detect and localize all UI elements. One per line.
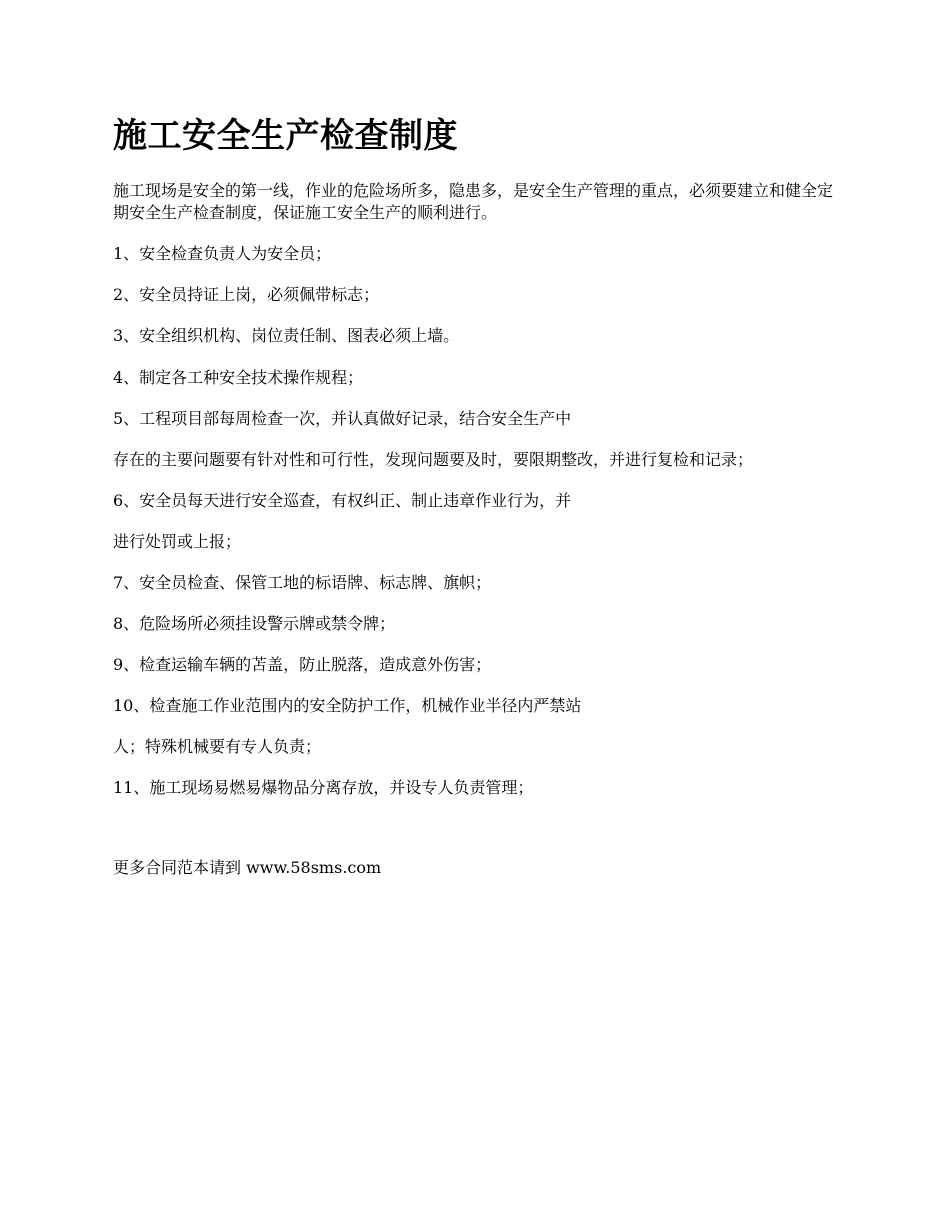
rule-line-2: 2、安全员持证上岗，必须佩带标志； xyxy=(113,285,380,304)
rule-line-3: 3、安全组织机构、岗位责任制、图表必须上墙。 xyxy=(113,326,460,345)
footer-note: 更多合同范本请到 www.58sms.com xyxy=(113,858,382,877)
rule-line-6-continued: 进行处罚或上报； xyxy=(113,532,242,551)
rule-line-9: 9、检查运输车辆的苫盖，防止脱落，造成意外伤害； xyxy=(113,655,492,674)
rule-line-11: 11、施工现场易燃易爆物品分离存放，并设专人负责管理； xyxy=(113,778,534,797)
intro-paragraph: 施工现场是安全的第一线，作业的危险场所多，隐患多，是安全生产管理的重点，必须要建立和健全定期安全生产检查制度，保证施工安全生产的顺利进行。 xyxy=(113,181,834,222)
rule-line-5-continued: 存在的主要问题要有针对性和可行性，发现问题要及时，要限期整改，并进行复检和记录； xyxy=(113,450,754,469)
rule-line-5: 5、工程项目部每周检查一次，并认真做好记录，结合安全生产中 xyxy=(113,409,572,428)
rule-line-1: 1、安全检查负责人为安全员； xyxy=(113,244,332,263)
rule-line-7: 7、安全员检查、保管工地的标语牌、标志牌、旗帜； xyxy=(113,573,492,592)
rule-line-8: 8、危险场所必须挂设警示牌或禁令牌； xyxy=(113,614,396,633)
rule-line-10: 10、检查施工作业范围内的安全防护工作，机械作业半径内严禁站 xyxy=(113,696,582,715)
rule-line-10-continued: 人；特殊机械要有专人负责； xyxy=(113,737,322,756)
document-title: 施工安全生产检查制度 xyxy=(113,116,458,156)
rule-line-4: 4、制定各工种安全技术操作规程； xyxy=(113,368,364,387)
rule-line-6: 6、安全员每天进行安全巡查，有权纠正、制止违章作业行为，并 xyxy=(113,491,572,510)
